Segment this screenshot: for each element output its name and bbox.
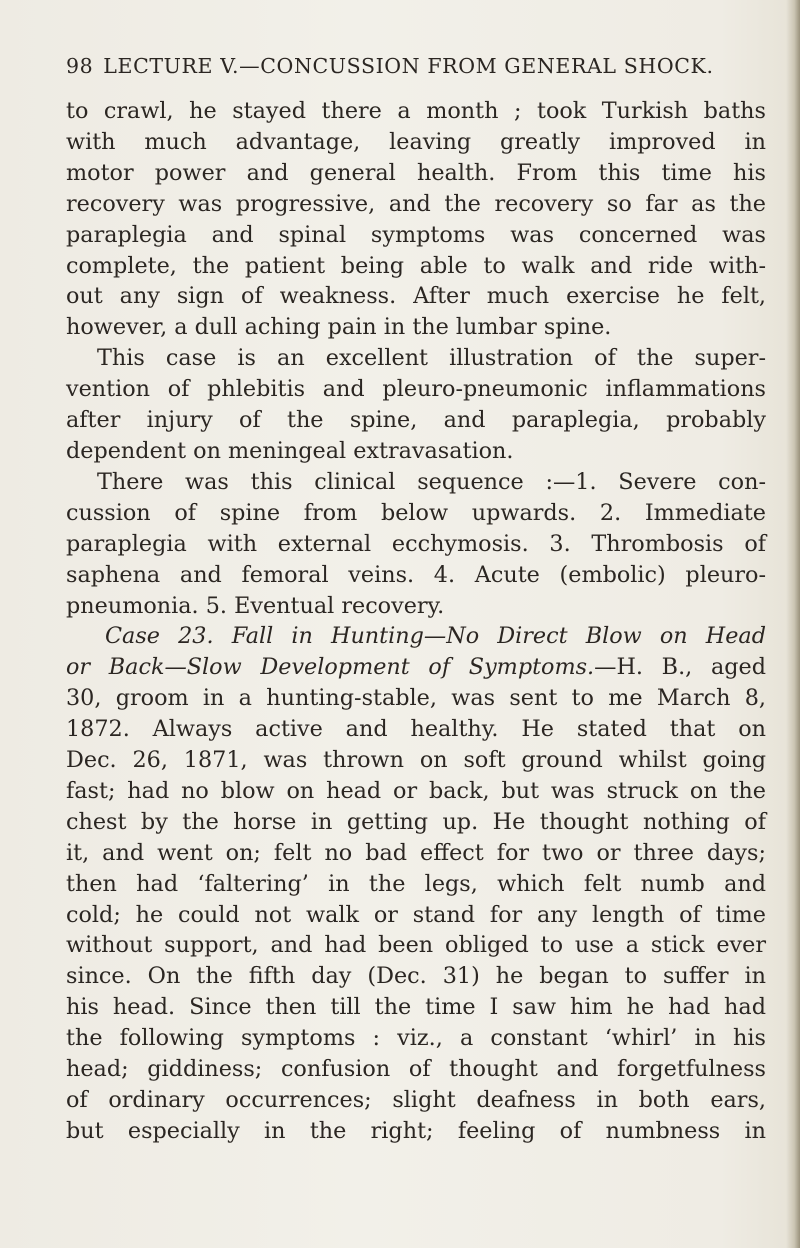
paragraph-start: There was this clinical sequence :—1. Severe con-: [97, 468, 766, 495]
text-line: cold; he could not walk or stand for any length of time: [66, 901, 766, 928]
body-text: [66, 96, 766, 1147]
text-line: complete, the patient being able to walk and ride with-: [66, 252, 766, 279]
text-line: paraplegia and spinal symptoms was concerned was: [66, 221, 766, 248]
text-line: to crawl, he stayed there a month ; took Turkish baths: [66, 98, 766, 124]
text-line: chest by the horse in getting up. He thought nothing of: [66, 808, 766, 835]
case-title-part2: or Back—Slow Development of Symptoms.: [66, 654, 595, 681]
paragraph-start: This case is an excellent illustration of the super-: [97, 345, 766, 372]
page-number: 98: [66, 54, 94, 78]
case-label: Case 23.: [105, 623, 214, 650]
text-line: but especially in the right; feeling of numbness in: [66, 1117, 766, 1144]
text-line: saphena and femoral veins. 4. Acute (embolic) pleuro-: [66, 561, 766, 588]
page-content: [66, 52, 766, 1147]
text-line: recovery was progressive, and the recovery so far as the: [66, 190, 766, 217]
text-line: cussion of spine from below upwards. 2. Immediate: [66, 499, 766, 526]
text-line: the following symptoms : viz., a constant ‘whirl’ in his: [66, 1025, 766, 1052]
text-line: vention of phlebitis and pleuro-pneumonic inflammations: [66, 376, 766, 403]
page-edge-shadow: [786, 0, 800, 1248]
case-title-part1: Fall in Hunting—No Direct Blow on Head: [231, 623, 766, 650]
text-line: motor power and general health. From this time his: [66, 159, 766, 186]
text-line: then had ‘faltering’ in the legs, which felt numb and: [66, 870, 766, 897]
running-title: LECTURE V.—CONCUSSION FROM GENERAL SHOCK.: [103, 54, 714, 78]
text-line: it, and went on; felt no bad effect for two or three days;: [66, 839, 766, 866]
text-line: head; giddiness; confusion of thought and forgetfulness: [66, 1056, 766, 1083]
text-line: however, a dull aching pain in the lumbar spine.: [66, 314, 612, 341]
text-line: pneumonia. 5. Eventual recovery.: [66, 592, 445, 619]
running-head: [66, 52, 766, 80]
text-line: with much advantage, leaving greatly improved in: [66, 128, 766, 155]
text-line: 1872. Always active and healthy. He stated that on: [66, 716, 766, 743]
text-line: his head. Since then till the time I saw him he had had: [66, 994, 766, 1021]
text-line: after injury of the spine, and paraplegia, probably: [66, 407, 766, 434]
case-heading-line1: [66, 621, 766, 652]
text-line: 30, groom in a hunting-stable, was sent to me March 8,: [66, 685, 766, 712]
text-line: dependent on meningeal extravasation.: [66, 437, 514, 464]
text-line: without support, and had been obliged to use a stick ever: [66, 932, 766, 959]
case-patient-intro: —H. B., aged: [594, 654, 766, 681]
case-heading-line2: [66, 652, 766, 683]
text-line: Dec. 26, 1871, was thrown on soft ground whilst going: [66, 747, 766, 774]
text-line: out any sign of weakness. After much exercise he felt,: [66, 283, 766, 310]
text-line: since. On the fifth day (Dec. 31) he began to suffer in: [66, 963, 766, 990]
text-line: paraplegia with external ecchymosis. 3. Thrombosis of: [66, 530, 766, 557]
text-line: fast; had no blow on head or back, but was struck on the: [66, 777, 766, 804]
text-line: of ordinary occurrences; slight deafness in both ears,: [66, 1087, 766, 1113]
